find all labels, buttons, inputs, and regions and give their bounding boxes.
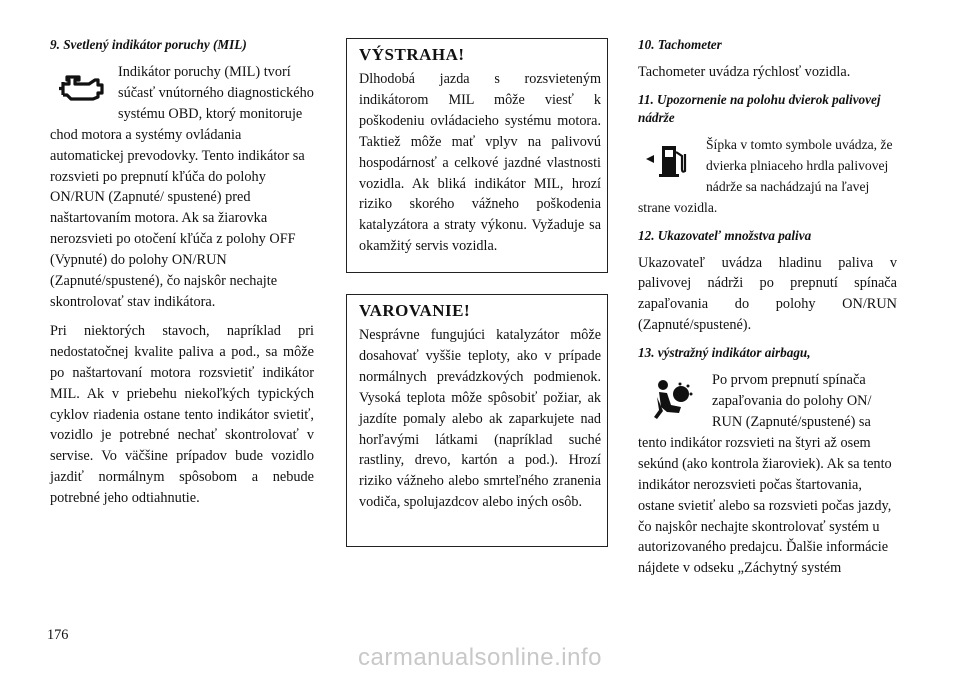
warning-box — [346, 38, 608, 273]
airbag-warning-icon — [644, 376, 700, 424]
engine-check-icon — [56, 68, 106, 108]
mil-paragraph — [50, 62, 314, 313]
mil-intro-text: Indikátor poruchy (MIL) tvorí súčasť vnútorného diagnostického systému OBD, ktorý monitoruje chod motora a systémy ovládania automatickej prevodovky. Tento indikátor sa rozsvieti po prepnutí kľúča do polohy ON/RUN (Zapnuté/ spustené) pred naštartovaním motora. Ak sa žiarovka nerozsvieti po otočení kľúča z polohy OFF (Vypnuté) do polohy ON/RUN (Zapnuté/spustené), čo najskôr nechajte skontrolovať stav indikátora. — [50, 64, 314, 310]
airbag-text: Po prvom prepnutí spínača zapaľovania do polohy ON/ RUN (Zapnuté/spustené) sa tento indikátor rozsvieti na štyri až osem sekúnd (ako kontrola žiaroviek). Ak sa tento indikátor nerozsvieti počas štartovania, ostane svietiť alebo sa rozsvieti počas jazdy, čo najskôr nechajte skontrolovať systém u autorizovaného predajcu. Ďalšie informácie nájdete v odseku „Záchytný systém — [638, 372, 892, 577]
airbag-paragraph — [638, 370, 897, 579]
section-heading-fuel-gauge: 12. Ukazovateľ množstva paliva — [638, 227, 812, 243]
section-heading-airbag: 13. výstražný indikátor airbagu, — [638, 345, 811, 361]
warning-text: Dlhodobá jazda s rozsvieteným indikátorom MIL môže viesť k poškodeniu ovládacieho systému motora. Taktiež môže mať vplyv na palivovú hospodárnosť a celkové jazdné vlastnosti vozidla. Ak bliká indikátor MIL, hrozí riziko skorého vážneho poškodenia katalyzátora a straty výkonu. Vyžaduje sa okamžitý servis vozidla. — [359, 71, 601, 255]
caution-box — [346, 294, 608, 547]
warning-title: VÝSTRAHA! — [359, 45, 465, 64]
column-right — [638, 36, 897, 587]
caution-text: Nesprávne fungujúci katalyzátor môže dosahovať vyššie teploty, ako v prípade normálnych prevádzkových podmienok. Vysoká teplota môže spôsobiť požiar, ak jazdíte pomaly alebo ak zaparkujete nad horľavými látkami (napríklad suché rastliny, drevo, kartón a pod.). Hrozí riziko vážneho alebo smrteľného zranenia vodiča, spolujazdcov alebo iných osôb. — [359, 327, 601, 511]
section-heading-tachometer: 10. Tachometer — [638, 37, 722, 52]
fuel-door-paragraph — [638, 135, 897, 219]
fuel-gauge-text: Ukazovateľ uvádza hladinu paliva v palivovej nádrži po prepnutí spínača zapaľovania do polohy ON/RUN (Zapnuté/spustené). — [638, 254, 897, 334]
fuel-door-text: Šípka v tomto symbole uvádza, že dvierka plniaceho hrdla palivovej nádrže sa nachádzajú na ľavej strane vozidla. — [638, 136, 893, 215]
watermark: carmanualsonline.info — [358, 644, 602, 671]
caution-title: VAROVANIE! — [359, 301, 471, 320]
column-left — [50, 36, 314, 517]
mil-paragraph-2: Pri niektorých stavoch, napríklad pri nedostatočnej kvalite paliva a pod., sa môže po naštartovaní motora rozsvietiť indikátor MIL. Ak v priebehu niekoľkých typických cyklov riadenia ostane tento indikátor svietiť, vozidlo je potrebné nechať skontrolovať v servise. Vo väčšine prípadov bude vozidlo jazdiť normálnym spôsobom a nebude potrebné jeho odtiahnutie. — [50, 322, 314, 507]
section-heading-mil: 9. Svetlený indikátor poruchy (MIL) — [50, 37, 247, 52]
section-heading-fuel-door: 11. Upozornenie na polohu dvierok palivovej nádrže — [638, 91, 881, 125]
fuel-pump-icon — [640, 141, 694, 181]
page-number: 176 — [47, 627, 69, 643]
tachometer-text: Tachometer uvádza rýchlosť vozidla. — [638, 64, 851, 80]
